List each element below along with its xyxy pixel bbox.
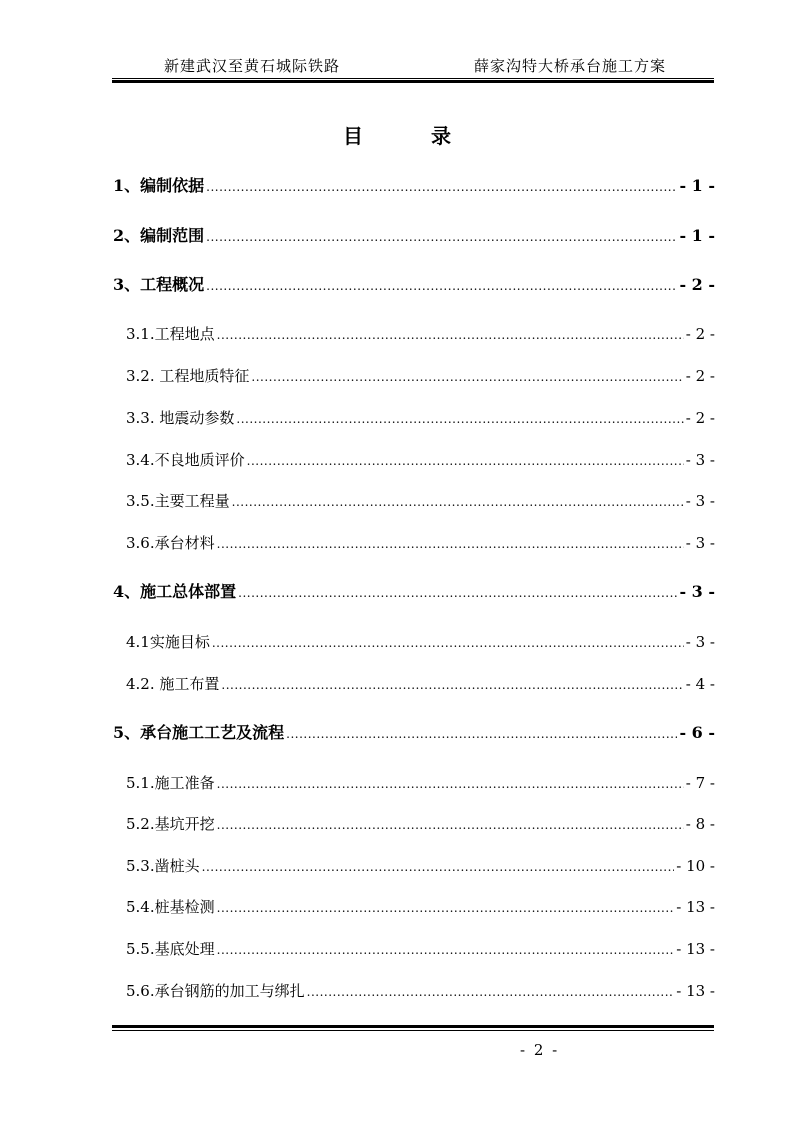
- toc-dot-leader: [221, 673, 683, 697]
- toc-entry[interactable]: [126, 854, 715, 878]
- toc-entry-page: - 1 -: [679, 176, 715, 195]
- header-document-title: 薛家沟特大桥承台施工方案: [473, 57, 666, 75]
- header-rule-thick: [112, 80, 714, 83]
- toc-entry-label: 5、承台施工工艺及流程: [113, 723, 285, 742]
- toc-entry-label: 3.6.承台材料: [126, 534, 215, 552]
- toc-entry-page: - 10 -: [676, 857, 715, 875]
- toc-entry-page: - 13 -: [676, 898, 715, 916]
- toc-entry-page: - 4 -: [685, 675, 715, 693]
- toc-entry[interactable]: [126, 489, 715, 513]
- toc-entry-label: 3.1.工程地点: [126, 325, 215, 343]
- footer-rule-thin: [112, 1030, 714, 1031]
- toc-entry[interactable]: [126, 895, 715, 919]
- toc-dot-leader: [206, 274, 677, 298]
- toc-entry-label: 5.3.凿桩头: [126, 857, 200, 875]
- toc-dot-leader: [247, 449, 684, 473]
- toc-dot-leader: [236, 407, 683, 431]
- toc-dot-leader: [202, 855, 675, 879]
- toc-entry-page: - 3 -: [685, 534, 715, 552]
- toc-entry[interactable]: [126, 406, 715, 430]
- toc-entry-page: - 2 -: [685, 409, 715, 427]
- running-header: [112, 54, 714, 78]
- toc-entry-label: 3.3. 地震动参数: [126, 409, 235, 427]
- toc-dot-leader: [217, 772, 684, 796]
- toc-entry-label: 1、编制依据: [113, 176, 205, 195]
- toc-entry[interactable]: [126, 672, 715, 696]
- toc-title: 目 录: [343, 124, 475, 148]
- toc-entry-page: - 13 -: [676, 982, 715, 1000]
- toc-entry-label: 4.2. 施工布置: [126, 675, 220, 693]
- toc-entry-page: - 3 -: [685, 633, 715, 651]
- footer-rule-thick: [112, 1025, 714, 1028]
- toc-dot-leader: [232, 490, 684, 514]
- toc-entry[interactable]: [126, 979, 715, 1003]
- toc-entry-page: - 2 -: [679, 275, 715, 294]
- toc-entry[interactable]: [126, 630, 715, 654]
- toc-entry-page: - 2 -: [685, 367, 715, 385]
- toc-dot-leader: [307, 980, 675, 1004]
- toc-entry[interactable]: [126, 531, 715, 555]
- toc-dot-leader: [206, 175, 677, 199]
- toc-entry-page: - 13 -: [676, 940, 715, 958]
- toc-dot-leader: [217, 813, 684, 837]
- toc-entry-label: 4.1实施目标: [126, 633, 210, 651]
- toc-entry-label: 3、工程概况: [113, 275, 205, 294]
- toc-entry[interactable]: [113, 224, 715, 248]
- toc-entry-page: - 1 -: [679, 226, 715, 245]
- toc-dot-leader: [212, 631, 684, 655]
- footer-page-number: - 2 -: [520, 1041, 560, 1059]
- toc-entry[interactable]: [113, 174, 715, 198]
- toc-dot-leader: [206, 225, 677, 249]
- toc-entry-page: - 7 -: [685, 774, 715, 792]
- toc-entry[interactable]: [126, 771, 715, 795]
- toc-entry-label: 3.5.主要工程量: [126, 492, 230, 510]
- toc-entry-label: 2、编制范围: [113, 226, 205, 245]
- toc-entry-page: - 6 -: [679, 723, 715, 742]
- toc-entry-label: 5.1.施工准备: [126, 774, 215, 792]
- toc-entry-page: - 3 -: [679, 582, 715, 601]
- toc-entry-label: 4、施工总体部置: [113, 582, 237, 601]
- toc-dot-leader: [286, 722, 677, 746]
- toc-entry[interactable]: [113, 580, 715, 604]
- toc-entry-page: - 3 -: [685, 492, 715, 510]
- toc-entry-page: - 2 -: [685, 325, 715, 343]
- toc-entry[interactable]: [113, 721, 715, 745]
- toc-entry-page: - 3 -: [685, 451, 715, 469]
- toc-entry-label: 5.5.基底处理: [126, 940, 215, 958]
- toc-entry-label: 5.6.承台钢筋的加工与绑扎: [126, 982, 305, 1000]
- toc-entry-label: 5.4.桩基检测: [126, 898, 215, 916]
- toc-entry-label: 3.4.不良地质评价: [126, 451, 245, 469]
- toc-entry-label: 5.2.基坑开挖: [126, 815, 215, 833]
- toc-dot-leader: [251, 365, 683, 389]
- toc-entry[interactable]: [126, 448, 715, 472]
- toc-entry[interactable]: [126, 937, 715, 961]
- toc-entry[interactable]: [126, 322, 715, 346]
- toc-entry[interactable]: [126, 364, 715, 388]
- toc-dot-leader: [217, 532, 684, 556]
- toc-dot-leader: [238, 581, 677, 605]
- toc-dot-leader: [217, 323, 684, 347]
- toc-entry-label: 3.2. 工程地质特征: [126, 367, 250, 385]
- toc-entry[interactable]: [126, 812, 715, 836]
- header-rule-thin: [112, 78, 714, 79]
- header-project-name: 新建武汉至黄石城际铁路: [164, 57, 341, 75]
- toc-entry-page: - 8 -: [685, 815, 715, 833]
- toc-dot-leader: [217, 938, 675, 962]
- toc-entry[interactable]: [113, 273, 715, 297]
- toc-dot-leader: [217, 896, 675, 920]
